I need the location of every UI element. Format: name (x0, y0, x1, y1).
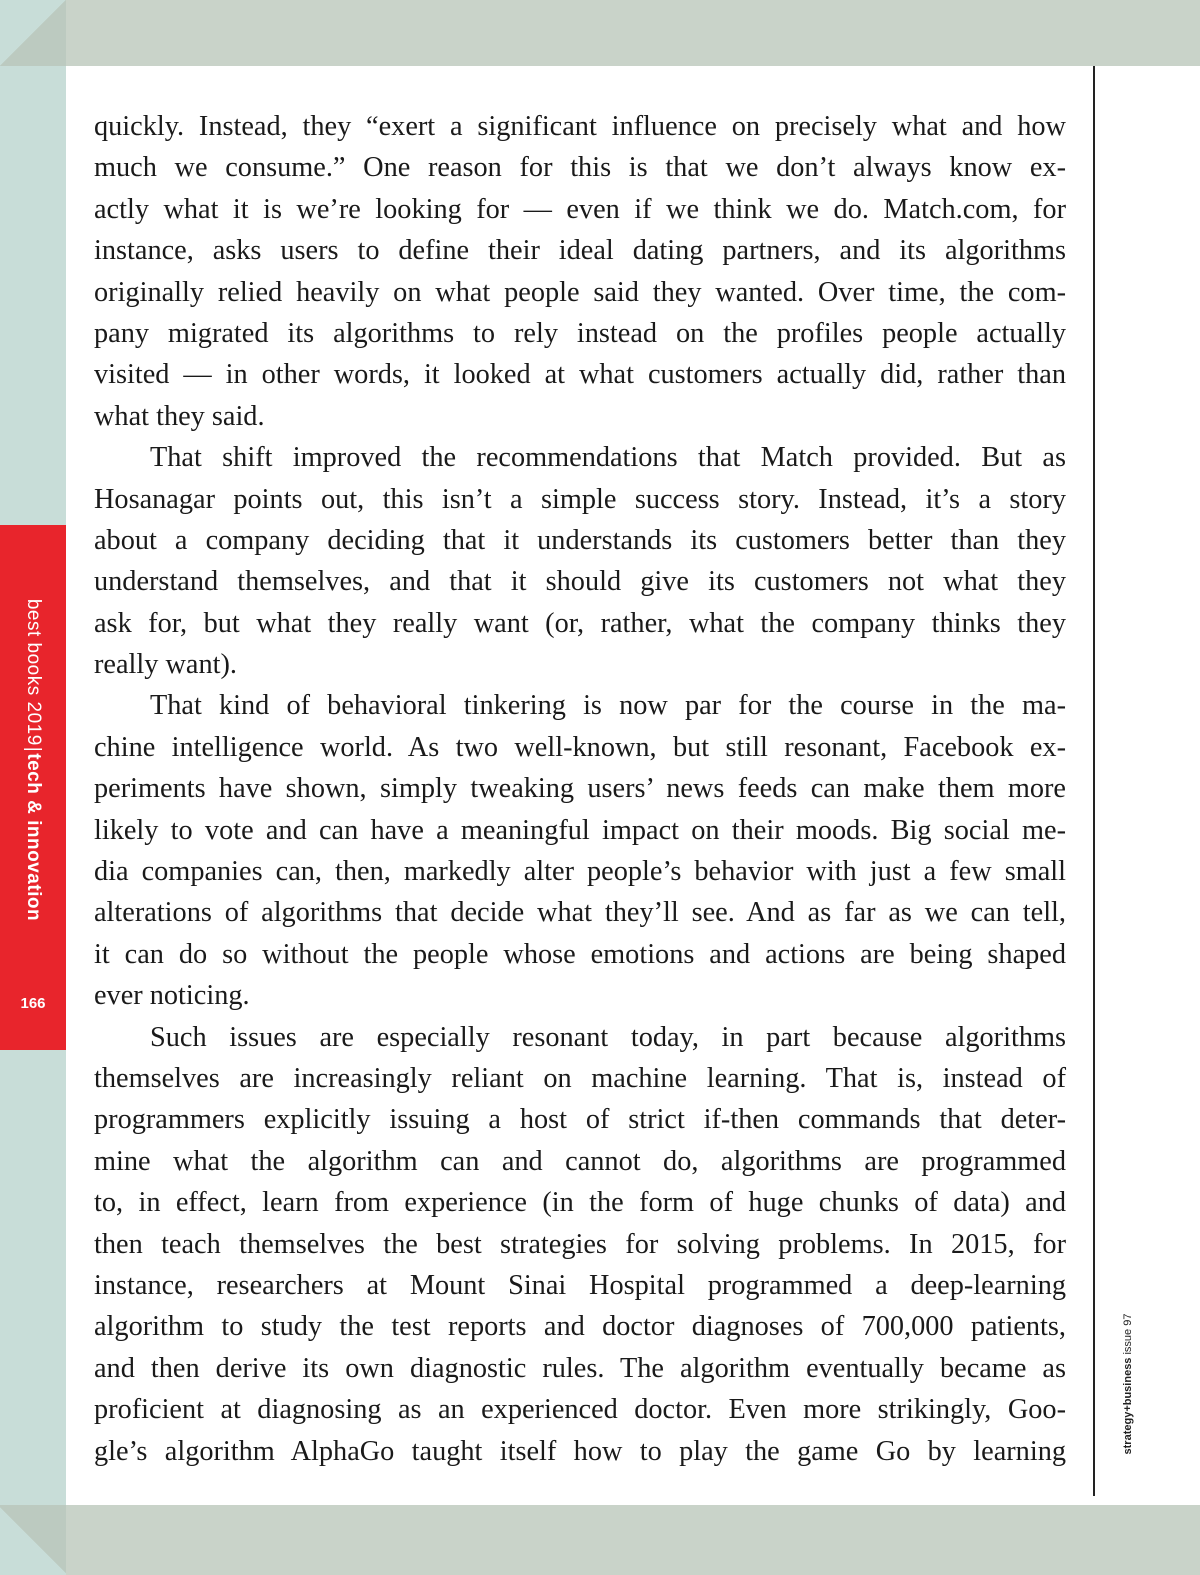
text-line: That kind of behavioral tinkering is now par for the course in the ma- (150, 690, 1066, 722)
paragraph (94, 106, 1066, 437)
frame-corner-bottom (0, 1505, 66, 1575)
text-line: about a company deciding that it understands its customers better than they (94, 524, 1066, 556)
frame-corner-top (0, 0, 66, 66)
text-line: and then derive its own diagnostic rules. The algorithm eventually became as (94, 1352, 1066, 1384)
text-line: visited — in other words, it looked at what customers actually did, rather than (94, 359, 1066, 391)
text-line: That shift improved the recommendations that Match provided. But as (150, 442, 1066, 474)
text-line: instance, asks users to define their ideal dating partners, and its algorithms (94, 235, 1066, 267)
text-line: periments have shown, simply tweaking users’ news feeds can make them more (94, 773, 1066, 805)
text-line: themselves are increasingly reliant on machine learning. That is, instead of (94, 1062, 1066, 1094)
paragraph (94, 685, 1066, 1016)
text-line: it can do so without the people whose emotions and actions are being shaped (94, 938, 1066, 970)
text-line: ask for, but what they really want (or, rather, what the company thinks they (94, 607, 1066, 639)
text-line: ever noticing. (94, 980, 250, 1012)
text-line: originally relied heavily on what people said they wanted. Over time, the com- (94, 276, 1066, 308)
page-frame-bottom (66, 1505, 1200, 1575)
paragraph (94, 437, 1066, 685)
text-line: chine intelligence world. As two well-known, but still resonant, Facebook ex- (94, 731, 1066, 763)
text-line: instance, researchers at Mount Sinai Hospital programmed a deep-learning (94, 1269, 1066, 1301)
text-line: alterations of algorithms that decide what they’ll see. And as far as we can tell, (94, 897, 1066, 929)
section-label (22, 599, 44, 921)
text-line: algorithm to study the test reports and doctor diagnoses of 700,000 patients, (94, 1311, 1066, 1343)
publication-separator (1122, 1355, 1134, 1358)
publication-name: strategy+business (1122, 1357, 1134, 1455)
text-line: actly what it is we’re looking for — even if we think we do. Match.com, for (94, 193, 1066, 225)
text-line: quickly. Instead, they “exert a significant influence on precisely what and how (94, 111, 1066, 142)
section-label-separator: | (23, 746, 44, 753)
text-line: Such issues are especially resonant today, in part because algorithms (150, 1021, 1066, 1053)
text-line: much we consume.” One reason for this is that we don’t always know ex- (94, 152, 1066, 184)
text-line: what they said. (94, 400, 265, 432)
article-body (94, 106, 1066, 1472)
text-line: really want). (94, 649, 237, 681)
text-line: then teach themselves the best strategies for solving problems. In 2015, for (94, 1228, 1066, 1260)
text-line: dia companies can, then, markedly alter people’s behavior with just a few small (94, 856, 1066, 888)
page-number: 166 (20, 995, 46, 1012)
text-line: likely to vote and can have a meaningful impact on their moods. Big social me- (94, 814, 1066, 846)
vertical-rule (1093, 66, 1095, 1496)
text-line: understand themselves, and that it should give its customers not what they (94, 566, 1066, 598)
paragraph (94, 1017, 1066, 1472)
text-line: mine what the algorithm can and cannot do, algorithms are programmed (94, 1145, 1066, 1177)
publication-label (1122, 1314, 1134, 1455)
page-frame-top (66, 0, 1200, 66)
text-line: gle’s algorithm AlphaGo taught itself how to play the game Go by learning (94, 1435, 1066, 1467)
section-label-bold: tech & innovation (23, 753, 44, 922)
section-label-light: best books 2019 (23, 598, 44, 746)
text-line: Hosanagar points out, this isn’t a simple success story. Instead, it’s a story (94, 483, 1066, 515)
text-line: to, in effect, learn from experience (in the form of huge chunks of data) and (94, 1187, 1066, 1219)
issue-number: issue 97 (1122, 1313, 1134, 1355)
text-line: proficient at diagnosing as an experienced doctor. Even more strikingly, Goo- (94, 1394, 1066, 1426)
text-line: pany migrated its algorithms to rely instead on the profiles people actually (94, 317, 1066, 349)
text-line: programmers explicitly issuing a host of strict if-then commands that deter- (94, 1104, 1066, 1136)
